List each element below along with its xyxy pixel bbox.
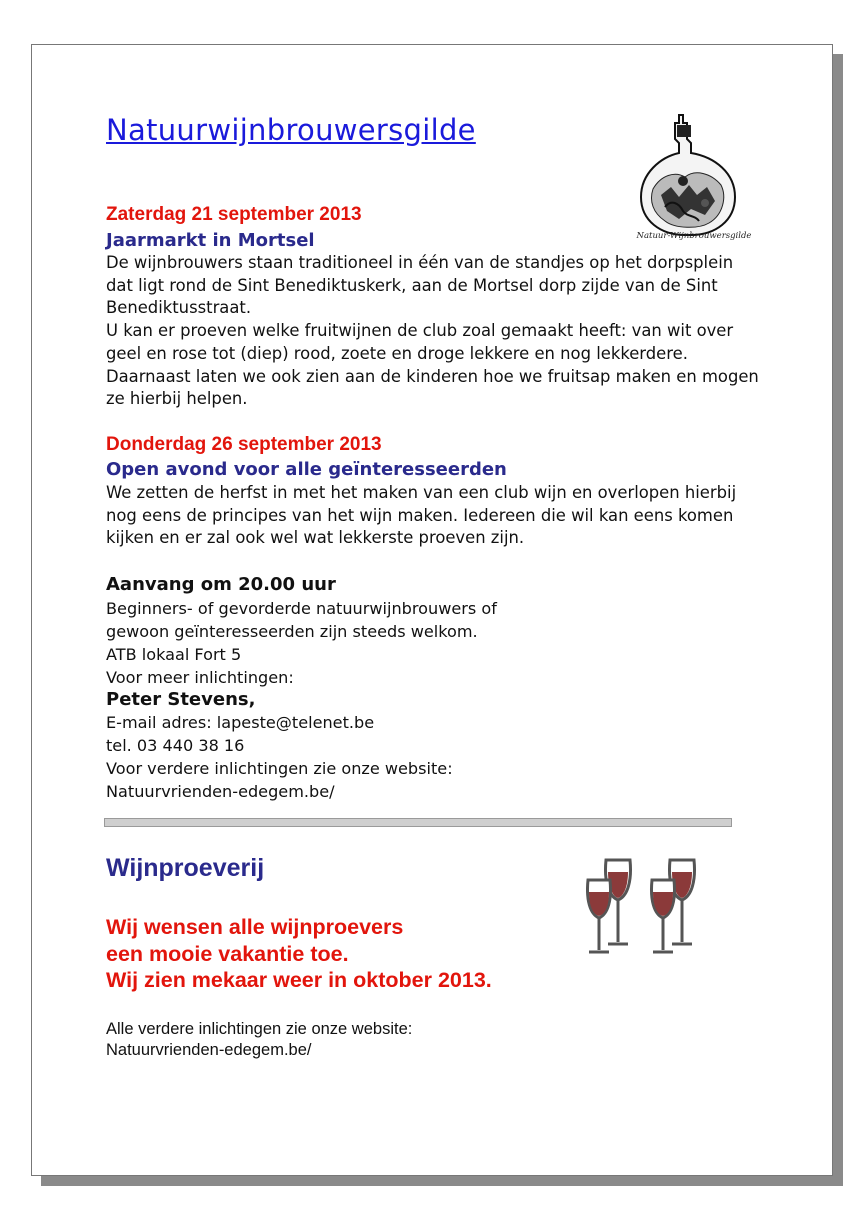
event2-description	[106, 482, 736, 550]
info-block	[106, 598, 497, 690]
event1-line: Daarnaast laten we ook zien aan de kinderen hoe we fruitsap maken en mogen	[106, 366, 759, 386]
section-divider	[104, 818, 732, 827]
event2-line: nog eens de principes van het wijn maken. Iedereen die wil kan eens komen	[106, 505, 734, 525]
event1-line: Benediktusstraat.	[106, 298, 252, 318]
start-time: Aanvang om 20.00 uur	[106, 574, 336, 595]
event1-line: geel en rose tot (diep) rood, zoete en droge lekkere en nog lekkerdere.	[106, 343, 688, 363]
info-line: Beginners- of gevorderde natuurwijnbrouwers of	[106, 599, 497, 618]
event1-line: dat ligt rond de Sint Benediktuskerk, aan de Mortsel dorp zijde van de Sint	[106, 275, 718, 295]
guild-logo	[635, 111, 753, 247]
phone-line: tel. 03 440 38 16	[106, 735, 245, 755]
email-line[interactable]: E-mail adres: lapeste@telenet.be	[106, 713, 375, 732]
event1-description	[106, 252, 759, 411]
event2-line: We zetten de herfst in met het maken van een club wijn en overlopen hierbij	[106, 483, 737, 502]
event1-line: U kan er proeven welke fruitwijnen de club zoal gemaakt heeft: van wit over	[106, 321, 734, 341]
tasting-website-block	[106, 1019, 412, 1061]
vacation-wish	[106, 914, 492, 994]
contact-block	[106, 712, 453, 804]
wish-line: een mooie vakantie toe.	[106, 941, 349, 966]
tasting-website-link[interactable]: Natuurvrienden-edegem.be/	[106, 1041, 312, 1059]
website-link[interactable]: Natuurvrienden-edegem.be/	[106, 781, 335, 801]
document-page	[31, 44, 833, 1176]
logo-caption: Natuur-Wijnbrouwersgilde	[636, 231, 752, 241]
event2-date: Donderdag 26 september 2013	[106, 434, 382, 455]
wine-glasses-image	[586, 858, 716, 958]
info-line: gewoon geïnteresseerden zijn steeds welkom.	[106, 621, 478, 641]
event2-subtitle: Open avond voor alle geïnteresseerden	[106, 459, 507, 480]
wish-line: Wij wensen alle wijnproevers	[106, 915, 404, 939]
event1-date: Zaterdag 21 september 2013	[106, 204, 362, 225]
event1-line: ze hierbij helpen.	[106, 389, 248, 409]
page-title-link[interactable]: Natuurwijnbrouwersgilde	[106, 113, 476, 147]
website-note: Voor verdere inlichtingen zie onze website:	[106, 758, 453, 778]
more-info-label: Voor meer inlichtingen:	[106, 667, 294, 687]
contact-name: Peter Stevens,	[106, 689, 256, 710]
wine-glasses-icon	[586, 858, 716, 958]
event2-line: kijken en er zal ook wel wat lekkerste proeven zijn.	[106, 528, 525, 548]
wish-line: Wij zien mekaar weer in oktober 2013.	[106, 968, 492, 992]
tasting-website-note: Alle verdere inlichtingen zie onze website:	[106, 1020, 413, 1038]
wine-bottle-logo-icon	[635, 111, 753, 247]
event1-subtitle: Jaarmarkt in Mortsel	[106, 230, 315, 251]
tasting-title: Wijnproeverij	[106, 854, 265, 882]
event1-line: De wijnbrouwers staan traditioneel in één van de standjes op het dorpsplein	[106, 253, 734, 272]
location: ATB lokaal Fort 5	[106, 644, 242, 664]
